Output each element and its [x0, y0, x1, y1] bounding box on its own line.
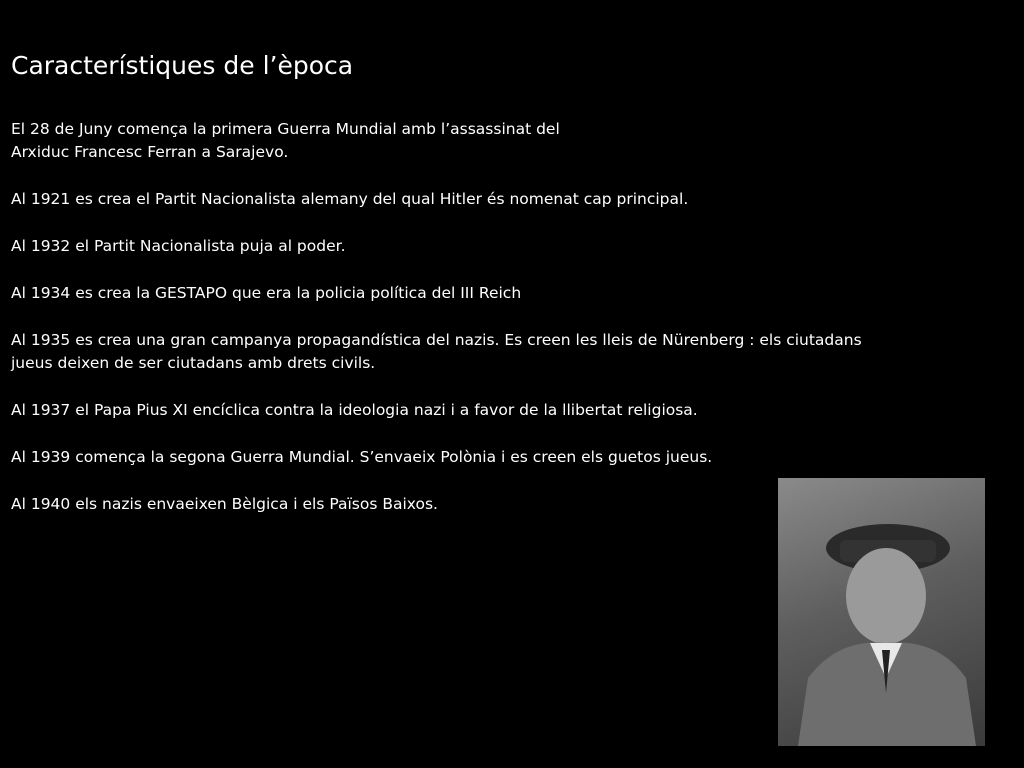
- paragraph-line: Al 1932 el Partit Nacionalista puja al poder.: [11, 237, 346, 255]
- paragraph-1935: [11, 329, 1019, 375]
- paragraph-line: Al 1934 es crea la GESTAPO que era la policia política del III Reich: [11, 284, 522, 302]
- paragraph-line: Al 1921 es crea el Partit Nacionalista alemany del qual Hitler és nomenat cap principal.: [11, 190, 689, 208]
- paragraph-1937: [11, 399, 1019, 422]
- paragraph-line: Al 1937 el Papa Pius XI encíclica contra la ideologia nazi i a favor de la llibertat religiosa.: [11, 401, 698, 419]
- paragraph-line: jueus deixen de ser ciutadans amb drets civils.: [11, 354, 376, 372]
- paragraph-1939: [11, 446, 1019, 469]
- paragraph-line: Al 1939 comença la segona Guerra Mundial. S’envaeix Polònia i es creen els guetos jueus.: [11, 448, 713, 466]
- paragraph-line: Al 1940 els nazis envaeixen Bèlgica i els Països Baixos.: [11, 495, 438, 513]
- slide-title: Característiques de l’època: [11, 51, 354, 80]
- portrait-photo: [778, 478, 985, 746]
- paragraph-1918: [11, 118, 1019, 164]
- paragraph-line: Arxiduc Francesc Ferran a Sarajevo.: [11, 143, 289, 161]
- paragraph-line: Al 1935 es crea una gran campanya propagandística del nazis. Es creen les lleis de Nürenberg : els ciutadans: [11, 331, 862, 349]
- portrait-placeholder-icon: [778, 478, 985, 746]
- paragraph-1934: [11, 282, 1019, 305]
- paragraph-line: El 28 de Juny comença la primera Guerra Mundial amb l’assassinat del: [11, 120, 560, 138]
- slide-content: [11, 118, 1019, 540]
- paragraph-1921: [11, 188, 1019, 211]
- paragraph-1932: [11, 235, 1019, 258]
